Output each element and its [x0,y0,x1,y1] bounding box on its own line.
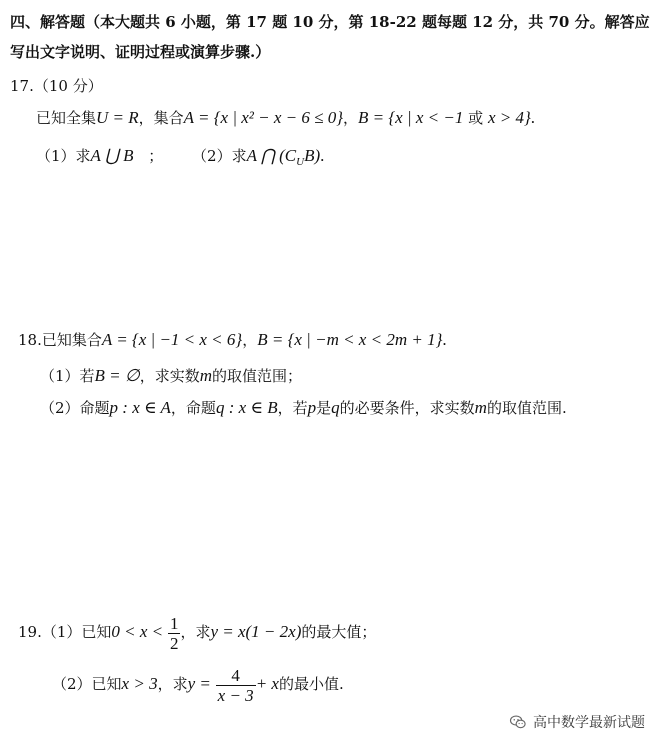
q17-part1-expr: A ⋃ B [90,146,134,165]
q18-part1 [40,366,302,386]
q19-fraction-2 [216,666,256,705]
q19-part1-cond: 0 < x < [111,622,164,641]
q18-set-a: A = {x | −1 < x < 6} [101,330,243,349]
q18-part1-text-b: 的取值范围； [212,367,303,385]
q19-fraction-2-num: 4 [231,665,240,685]
q17-set-b-lead: ， [343,109,359,127]
q19-part2-plus: + x [255,674,279,693]
q18-part2-is: 是 [316,399,332,417]
q17-period: . [530,108,536,127]
q19-fraction-1-den: 2 [169,633,179,653]
q17-part2-sub: U [296,156,305,168]
q19-part2-label: （2）已知 [52,675,122,693]
q17-part2-label: （2）求 [192,147,247,165]
q18-part2-label: （2）命题 [40,399,110,417]
q18-part1-text-a: ，求实数 [139,367,200,385]
q17-set-a: A = {x | x² − x − 6 ≤ 0} [183,108,343,127]
q19-part2-cond: x > 3 [121,674,158,693]
q19-part1-label: （1）已知 [41,623,112,641]
q17-part2-end: . [320,146,325,165]
q18-period: . [442,330,447,349]
q19-fraction-1-num: 1 [169,613,179,633]
q18-part2-q: q : x ∈ B [215,398,278,417]
q18-part2-var-p: p [307,398,317,417]
q18-part2-var-q: q [331,398,340,417]
q17-stem-prefix: 已知全集 [36,109,97,127]
q19-fraction-1 [168,614,181,653]
q18-part2-end: 的取值范围. [486,399,567,417]
q17-part2-expr-end: B) [304,146,321,165]
watermark [509,712,645,732]
q19-part1 [18,610,376,654]
q19-part2-end: 的最小值. [278,675,344,693]
q18-part2-nec: 的必要条件，求实数 [339,399,475,417]
q18-sep: ， [242,331,258,349]
section-header-line1: 四、解答题（本大题共 6 小题，第 17 题 10 分，第 18-22 题每题 12 分，共 70 分。解答应 [10,13,650,31]
q18-part1-var-m: m [199,366,213,385]
q17-number: 17.（10 分） [10,77,103,95]
q19-number: 19. [18,623,42,641]
q17-universe: U = R [96,108,139,127]
q17-stem [36,108,535,128]
q18-set-b: B = {x | −m < x < 2m + 1} [257,330,443,349]
q17-set-b-part1: B = {x | x < −1 [358,108,464,127]
q17-parts [36,146,324,172]
q18-stem [18,330,447,350]
q18-part2-mid: ，命题 [170,399,216,417]
q17-set-b-part2: x > 4} [487,108,531,127]
q18-part1-label: （1）若 [40,367,95,385]
q17-set-a-lead: ，集合 [138,109,184,127]
q17-part2-expr: A ⋂ (C [246,146,297,165]
section-header-line2: 写出文字说明、证明过程或演算步骤.） [10,43,271,61]
q17-part1-sep: ； [148,147,164,165]
q18-part2-var-m: m [474,398,487,417]
q18-part2-if: ，若 [277,399,308,417]
q19-fraction-2-den: x − 3 [217,685,254,705]
q18-stem-prefix: 已知集合 [41,331,102,349]
q17-set-b-or: 或 [463,109,488,127]
q18-part1-expr: B = ∅ [94,366,140,385]
q19-part1-end: 的最大值； [301,623,377,641]
q19-part1-func: y = x(1 − 2x) [210,622,302,641]
q19-part2-y: y = [187,674,211,693]
q18-number: 18. [18,331,42,349]
wechat-icon [509,713,527,731]
watermark-text: 高中数学最新试题 [533,715,645,731]
q19-part2 [52,662,344,706]
q18-part2-p: p : x ∈ A [109,398,171,417]
q19-part1-ask: ，求 [180,623,211,641]
q19-part2-ask: ，求 [157,675,188,693]
q18-part2 [40,398,567,418]
q17-part1-label: （1）求 [36,147,91,165]
